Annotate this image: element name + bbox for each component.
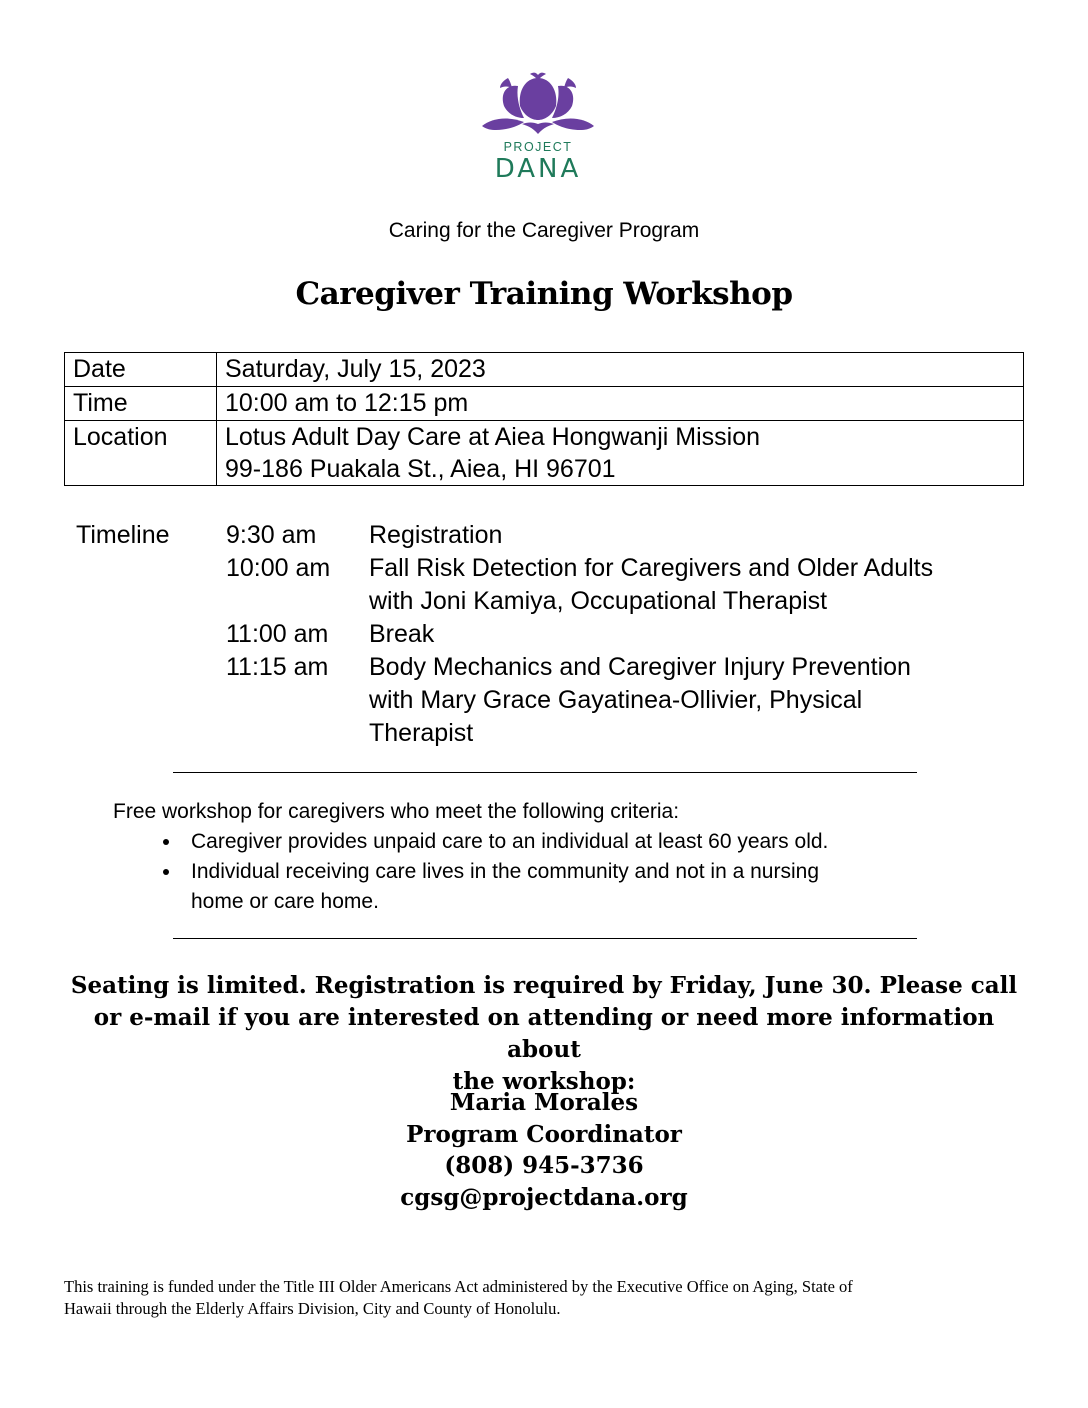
criteria-item <box>113 857 993 917</box>
contact-name: Maria Morales <box>449 1089 639 1116</box>
contact-role: Program Coordinator <box>406 1120 682 1148</box>
criteria-text: Caregiver provides unpaid care to an individual at least 60 years old. <box>191 830 829 853</box>
location-label: Location <box>65 421 217 486</box>
lotus-icon <box>478 70 598 140</box>
project-dana-logo <box>478 70 598 188</box>
timeline-time: 11:15 am <box>226 653 329 681</box>
notice-line: Seating is limited. Registration is required by Friday, June 30. Please call <box>70 972 1018 999</box>
location-address: 99-186 Puakala St., Aiea, HI 96701 <box>225 455 616 483</box>
notice-line: the workshop: <box>452 1068 636 1095</box>
time-row <box>65 387 1024 421</box>
divider-rule <box>173 938 917 939</box>
timeline-description <box>369 519 1029 552</box>
timeline-desc-line: with Joni Kamiya, Occupational Therapist <box>369 587 828 615</box>
contact-block <box>0 1087 1088 1213</box>
funding-note <box>64 1276 1024 1320</box>
event-details-table <box>64 352 1024 486</box>
logo-word-dana: DANA <box>494 154 582 184</box>
timeline-time: 9:30 am <box>226 521 317 549</box>
criteria-item <box>113 827 993 857</box>
divider-rule <box>173 772 917 773</box>
timeline-description <box>369 618 1029 651</box>
funding-line: Hawaii through the Elderly Affairs Division, City and County of Honolulu. <box>64 1299 561 1318</box>
page-title: Caregiver Training Workshop <box>295 276 793 312</box>
timeline-description <box>369 651 1029 750</box>
time-value: 10:00 am to 12:15 pm <box>217 387 1024 421</box>
date-value: Saturday, July 15, 2023 <box>217 353 1024 387</box>
timeline-desc-line: Body Mechanics and Caregiver Injury Prevention <box>369 653 911 681</box>
funding-line: This training is funded under the Title III Older Americans Act administered by the Executive Office on Aging, State of <box>64 1277 853 1296</box>
date-label: Date <box>65 353 217 387</box>
logo-word-project: PROJECT <box>503 140 573 154</box>
program-name: Caring for the Caregiver Program <box>388 219 700 242</box>
registration-notice <box>60 970 1028 1098</box>
notice-line: or e-mail if you are interested on attending or need more information about <box>93 1004 995 1063</box>
timeline-desc-line: Therapist <box>369 719 474 747</box>
timeline-desc-line: Fall Risk Detection for Caregivers and Older Adults <box>369 554 934 582</box>
timeline-label: Timeline <box>76 521 170 549</box>
criteria-intro: Free workshop for caregivers who meet the following criteria: <box>113 800 680 823</box>
contact-email: cgsg@projectdana.org <box>400 1183 688 1211</box>
timeline-time: 11:00 am <box>226 620 329 648</box>
criteria-list <box>113 827 993 917</box>
date-row <box>65 353 1024 387</box>
criteria-section <box>113 797 993 917</box>
timeline-desc-line: Registration <box>369 521 503 549</box>
time-label: Time <box>65 387 217 421</box>
location-value <box>217 421 1024 486</box>
contact-phone: (808) 945-3736 <box>444 1152 644 1179</box>
timeline-description <box>369 552 1029 618</box>
criteria-text: Individual receiving care lives in the community and not in a nursing <box>191 860 820 883</box>
location-row <box>65 421 1024 486</box>
criteria-text: home or care home. <box>191 890 379 913</box>
timeline-desc-line: with Mary Grace Gayatinea-Ollivier, Physical <box>369 686 863 714</box>
timeline-desc-line: Break <box>369 620 435 648</box>
location-venue: Lotus Adult Day Care at Aiea Hongwanji Mission <box>225 423 761 451</box>
timeline-time: 10:00 am <box>226 554 331 582</box>
